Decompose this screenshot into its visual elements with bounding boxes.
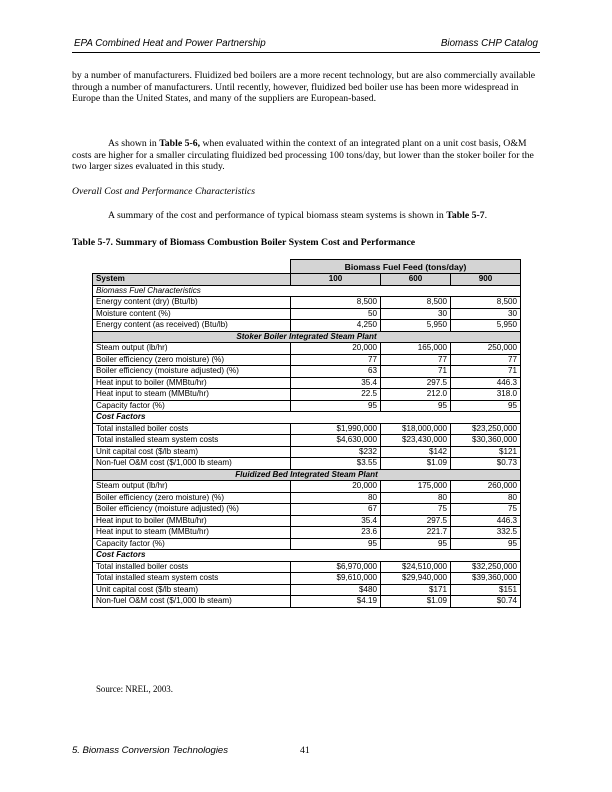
value-cell: 95	[451, 538, 521, 550]
table-row	[93, 343, 521, 355]
table-source: Source: NREL, 2003.	[96, 684, 173, 694]
value-cell: 77	[381, 354, 451, 366]
row-label: Total installed boiler costs	[93, 423, 291, 435]
paragraph-3-text-a: A summary of the cost and performance of typical biomass steam systems is shown in	[108, 210, 447, 221]
value-cell: 35.4	[291, 515, 381, 527]
row-label: Total installed steam system costs	[93, 573, 291, 585]
value-cell: 95	[451, 400, 521, 412]
stoker-section-title: Stoker Boiler Integrated Steam Plant	[93, 331, 521, 343]
table-caption: Table 5-7. Summary of Biomass Combustion Boiler System Cost and Performance	[72, 237, 416, 248]
value-cell: $1.09	[381, 458, 451, 470]
value-cell: $9,610,000	[291, 573, 381, 585]
value-cell: 8,500	[451, 297, 521, 309]
footer-section: 5. Biomass Conversion Technologies	[72, 745, 228, 756]
table-row	[93, 584, 521, 596]
table-row	[93, 423, 521, 435]
value-cell: 8,500	[291, 297, 381, 309]
value-cell: 77	[291, 354, 381, 366]
value-cell: 318.0	[451, 389, 521, 401]
system-header: System	[93, 274, 291, 286]
value-cell: $142	[381, 446, 451, 458]
table-row	[93, 573, 521, 585]
row-label: Boiler efficiency (moisture adjusted) (%)	[93, 366, 291, 378]
value-cell: 22.5	[291, 389, 381, 401]
subheading: Overall Cost and Performance Characteristics	[72, 186, 256, 197]
value-cell: $30,360,000	[451, 435, 521, 447]
cost-factors-label: Cost Factors	[93, 412, 521, 424]
value-cell: 212.0	[381, 389, 451, 401]
value-cell: 5,950	[451, 320, 521, 332]
value-cell: $23,250,000	[451, 423, 521, 435]
value-cell: 75	[381, 504, 451, 516]
value-cell: $480	[291, 584, 381, 596]
table-row	[93, 527, 521, 539]
table-row	[93, 504, 521, 516]
value-cell: 30	[381, 308, 451, 320]
value-cell: $24,510,000	[381, 561, 451, 573]
value-cell: 95	[291, 400, 381, 412]
row-label: Total installed boiler costs	[93, 561, 291, 573]
table-row	[93, 515, 521, 527]
table-5-7-ref: Table 5-7	[446, 210, 485, 221]
value-cell: $171	[381, 584, 451, 596]
value-cell: 75	[451, 504, 521, 516]
value-cell: $151	[451, 584, 521, 596]
row-label: Heat input to steam (MMBtu/hr)	[93, 389, 291, 401]
fluid-section-title: Fluidized Bed Integrated Steam Plant	[93, 469, 521, 481]
row-label: Steam output (lb/hr)	[93, 343, 291, 355]
section-row	[93, 285, 521, 297]
cost-factors-row	[93, 550, 521, 562]
value-cell: $4,630,000	[291, 435, 381, 447]
group-header: Biomass Fuel Feed (tons/day)	[291, 260, 521, 274]
table-row	[93, 308, 521, 320]
value-cell: 80	[451, 492, 521, 504]
table-row	[93, 596, 521, 608]
table-row	[93, 320, 521, 332]
value-cell: 332.5	[451, 527, 521, 539]
row-label: Non-fuel O&M cost ($/1,000 lb steam)	[93, 596, 291, 608]
table-row	[93, 458, 521, 470]
value-cell: 63	[291, 366, 381, 378]
value-cell: 23.6	[291, 527, 381, 539]
page-header	[72, 38, 540, 53]
cost-factors-label: Cost Factors	[93, 550, 521, 562]
value-cell: 80	[381, 492, 451, 504]
value-cell: $29,940,000	[381, 573, 451, 585]
row-label: Steam output (lb/hr)	[93, 481, 291, 493]
fuel-section-label: Biomass Fuel Characteristics	[93, 285, 521, 297]
group-header-row	[93, 260, 521, 274]
table-row	[93, 297, 521, 309]
value-cell: $1,990,000	[291, 423, 381, 435]
value-cell: $4.19	[291, 596, 381, 608]
value-cell: 250,000	[451, 343, 521, 355]
table-row	[93, 561, 521, 573]
row-label: Boiler efficiency (zero moisture) (%)	[93, 492, 291, 504]
value-cell: 50	[291, 308, 381, 320]
table-row	[93, 389, 521, 401]
table-row	[93, 354, 521, 366]
column-header: 900	[451, 274, 521, 286]
value-cell: 446.3	[451, 515, 521, 527]
table-row	[93, 481, 521, 493]
value-cell: 260,000	[451, 481, 521, 493]
value-cell: $232	[291, 446, 381, 458]
value-cell: $18,000,000	[381, 423, 451, 435]
header-title: EPA Combined Heat and Power Partnership	[74, 38, 266, 49]
cost-factors-row	[93, 412, 521, 424]
value-cell: 35.4	[291, 377, 381, 389]
table-row	[93, 492, 521, 504]
column-header-row	[93, 274, 521, 286]
blank-cell	[93, 260, 291, 274]
column-header: 600	[381, 274, 451, 286]
value-cell: 297.5	[381, 515, 451, 527]
value-cell: 175,000	[381, 481, 451, 493]
value-cell: 221.7	[381, 527, 451, 539]
row-label: Heat input to steam (MMBtu/hr)	[93, 527, 291, 539]
row-label: Energy content (as received) (Btu/lb)	[93, 320, 291, 332]
value-cell: 67	[291, 504, 381, 516]
value-cell: 95	[381, 538, 451, 550]
value-cell: $3.55	[291, 458, 381, 470]
table-row	[93, 366, 521, 378]
row-label: Boiler efficiency (zero moisture) (%)	[93, 354, 291, 366]
value-cell: $6,970,000	[291, 561, 381, 573]
table-row	[93, 377, 521, 389]
table-5-6-ref: Table 5-6,	[159, 138, 201, 149]
paragraph-2	[72, 138, 540, 173]
value-cell: 95	[291, 538, 381, 550]
row-label: Unit capital cost ($/lb steam)	[93, 446, 291, 458]
value-cell: 446.3	[451, 377, 521, 389]
table-row	[93, 400, 521, 412]
summary-table	[92, 259, 521, 608]
table-row	[93, 538, 521, 550]
value-cell: 30	[451, 308, 521, 320]
value-cell: 80	[291, 492, 381, 504]
value-cell: $0.74	[451, 596, 521, 608]
paragraph-2-text-b: when evaluated within the context of an integrated plant on a unit cost basis, O&M costs are higher for a smaller circulating fluidized bed processing 100 tons/day, but lower than the stoker boiler for the two larger sizes evaluated in this study.	[72, 138, 534, 172]
paragraph-3-text-b: .	[484, 210, 488, 221]
value-cell: $32,250,000	[451, 561, 521, 573]
row-label: Capacity factor (%)	[93, 400, 291, 412]
value-cell: $1.09	[381, 596, 451, 608]
row-label: Heat input to boiler (MMBtu/hr)	[93, 515, 291, 527]
page-number: 41	[300, 745, 310, 756]
table-row	[93, 446, 521, 458]
paragraph-2-text-a: As shown in	[108, 138, 160, 149]
header-catalog: Biomass CHP Catalog	[440, 38, 538, 49]
row-label: Unit capital cost ($/lb steam)	[93, 584, 291, 596]
row-label: Total installed steam system costs	[93, 435, 291, 447]
value-cell: $121	[451, 446, 521, 458]
row-label: Heat input to boiler (MMBtu/hr)	[93, 377, 291, 389]
value-cell: 77	[451, 354, 521, 366]
value-cell: 71	[451, 366, 521, 378]
row-label: Capacity factor (%)	[93, 538, 291, 550]
value-cell: 20,000	[291, 343, 381, 355]
value-cell: $23,430,000	[381, 435, 451, 447]
value-cell: 5,950	[381, 320, 451, 332]
row-label: Non-fuel O&M cost ($/1,000 lb steam)	[93, 458, 291, 470]
value-cell: 8,500	[381, 297, 451, 309]
value-cell: 95	[381, 400, 451, 412]
paragraph-3	[72, 210, 540, 222]
row-label: Moisture content (%)	[93, 308, 291, 320]
column-header: 100	[291, 274, 381, 286]
row-label: Boiler efficiency (moisture adjusted) (%)	[93, 504, 291, 516]
section-title-row	[93, 469, 521, 481]
section-title-row	[93, 331, 521, 343]
table-row	[93, 435, 521, 447]
value-cell: 165,000	[381, 343, 451, 355]
paragraph-1: by a number of manufacturers. Fluidized bed boilers are a more recent technology, but are also commercially available through a number of manufacturers. Until recently, however, fluidized bed boiler use has been more widespread in Europe than the United States, and many of the suppliers are European-based.	[72, 70, 536, 104]
value-cell: 71	[381, 366, 451, 378]
value-cell: $0.73	[451, 458, 521, 470]
value-cell: 4,250	[291, 320, 381, 332]
value-cell: $39,360,000	[451, 573, 521, 585]
row-label: Energy content (dry) (Btu/lb)	[93, 297, 291, 309]
value-cell: 297.5	[381, 377, 451, 389]
value-cell: 20,000	[291, 481, 381, 493]
